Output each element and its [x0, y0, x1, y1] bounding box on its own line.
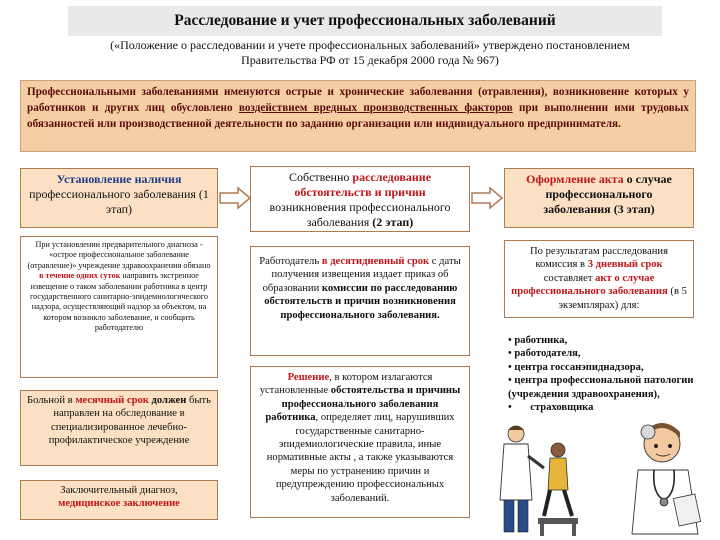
stage1-box1-text-b: направить экстренное извещение о таком заболевании работника в центр государственного санитарно-эпидемиологического надзора, осуществляющий надзор за объектом, на котором возникло заболевание, и сообщить работодателю — [29, 271, 209, 333]
definition-text-2: при выполнении ими трудовых обязанностей или производственной деятельности по заданию организации или индивидуального предпринимателя. — [27, 102, 689, 130]
definition-text-1: Профессиональными заболеваниями именуются острые и хронические заболевания (отравления), возникновение которых у работников и других лиц обусловлено — [27, 86, 689, 114]
arrow-right-icon — [218, 186, 252, 210]
stage2-box2-bold: обстоятельства и причины профессионального заболевания работника — [265, 385, 461, 424]
page-title: Расследование и учет профессиональных заболеваний — [68, 6, 662, 36]
stage1-heading-a: Установление наличия — [56, 172, 182, 186]
stage2-heading-a: Собственно — [288, 170, 353, 184]
definition-highlight: воздействием вредных производственных факторов — [238, 102, 513, 114]
stage2-box-decision — [250, 366, 470, 518]
stage2-heading — [250, 166, 470, 232]
stage1-heading-b: профессионального заболевания (1 этап) — [29, 187, 209, 216]
stage3-heading-stage: (3 этап) — [613, 202, 655, 216]
stage2-box2-red: Решение — [287, 372, 330, 383]
stage1-box-examination — [20, 390, 218, 466]
stage3-recipient-list — [508, 334, 696, 414]
list-item: • центра профессиональной патологии (учреждения здравоохранения), — [508, 375, 694, 400]
stage1-box3-red: медицинское заключение — [58, 498, 180, 510]
stage2-heading-red: расследование обстоятельств и причин — [294, 170, 432, 199]
list-item: • работника, — [508, 335, 568, 346]
stage2-box1-bold: комиссии по расследованию обстоятельств и причин возникновения профессионального заболевания. — [264, 282, 458, 321]
stage3-heading — [504, 168, 694, 228]
stage3-heading-a: о случае профессионального заболевания — [543, 172, 672, 216]
stage1-box2-text-a: Больной в — [27, 395, 76, 406]
stage2-box1-text-a: Работодатель — [259, 256, 322, 267]
stage3-box-act — [504, 240, 694, 318]
stage3-heading-red: Оформление акта — [526, 172, 624, 186]
stage2-box2-text-b: , определяет лиц, нарушивших государственные санитарно-эпидемиологические правила, иные нормативные акты , а также указываются меры по устранению причин и предупреждению профессиональных заболеваний. — [266, 412, 455, 504]
stage3-box1-text-a: По результатам расследования комиссия в — [530, 246, 668, 271]
definition-box — [20, 80, 696, 152]
stage3-box1-text-c: (в 5 экземплярах) для: — [558, 286, 687, 311]
stage1-box-notification — [20, 236, 218, 378]
stage1-box2-red: месячный срок — [75, 395, 149, 406]
stage1-box1-red: в течение одних суток — [39, 271, 121, 281]
stage2-box2-text-a: , в котором излагаются установленные — [259, 372, 433, 397]
list-item: • центра госсанэпиднадзора, — [508, 361, 644, 373]
arrow-right-icon — [470, 186, 504, 210]
list-item: • работодателя, — [508, 348, 581, 360]
stage2-heading-b: возникновения профессионального заболевания — [269, 200, 451, 229]
stage3-box1-red2: акт о случае профессионального заболевания — [511, 272, 668, 298]
stage3-box1-text-b: составляет — [543, 272, 596, 284]
stage1-box3-text-a: Заключительный диагноз, — [60, 485, 178, 496]
doctor-with-patient-on-treadmill-illustration — [488, 420, 580, 538]
list-item: • страховщика — [508, 402, 594, 414]
stage1-box-diagnosis — [20, 480, 218, 520]
stage3-box1-red: 3 дневный срок — [587, 259, 663, 271]
stage2-box1-red: в десятидневный срок — [321, 256, 430, 267]
stage1-box1-text-a: При установлении предварительного диагноза - «острое профессиональное заболевание (отравление)» учреждение здравоохранения обязано — [27, 240, 211, 270]
doctor-with-stethoscope-illustration — [618, 410, 714, 536]
page-subtitle: («Положение о расследовании и учете профессиональных заболеваний» утверждено постановлением Правительства РФ от 15 декабря 2000 года № 967) — [110, 38, 630, 67]
stage1-heading — [20, 168, 218, 228]
stage2-box-commission — [250, 246, 470, 356]
stage1-box2-bold: должен — [148, 395, 187, 406]
stage2-heading-stage: (2 этап) — [372, 215, 414, 229]
stage1-box2-text-b: быть направлен на обследование в специализированное лечебно-профилактическое учреждение — [48, 395, 211, 447]
stage2-box1-text-b: с даты получения извещения издает приказ об образовании — [262, 256, 461, 294]
